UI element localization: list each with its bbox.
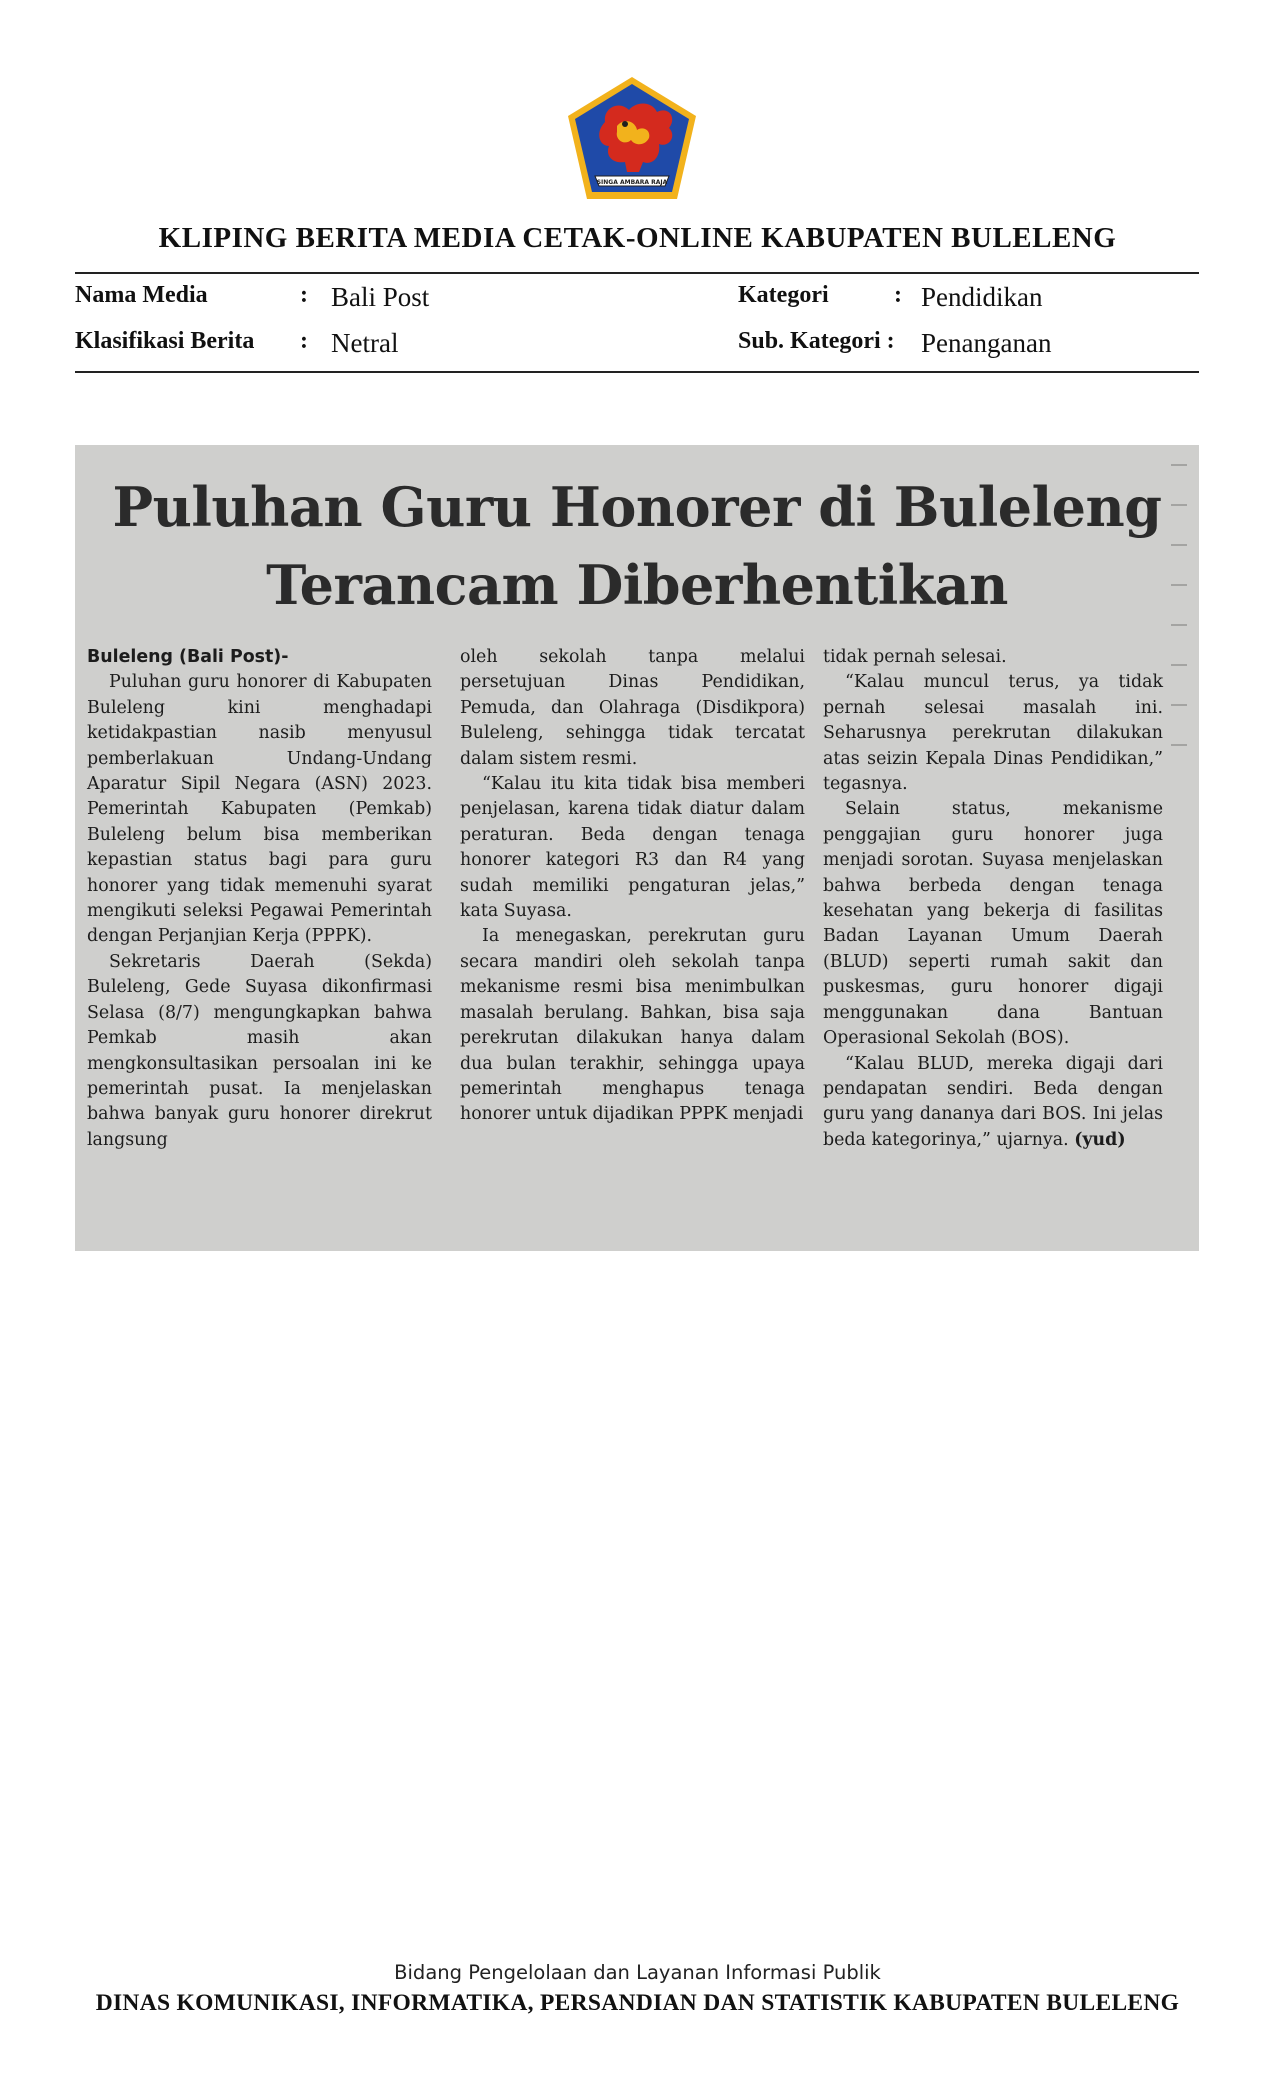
paragraph: “Kalau itu kita tidak bisa memberi penjelasan, karena tidak diatur dalam peraturan. Beda dengan tenaga honorer kategori R3 dan R4 yang sudah memiliki pengaturan jelas,” kata Suyasa. — [460, 774, 805, 922]
footer-agency: DINAS KOMUNIKASI, INFORMATIKA, PERSANDIAN DAN STATISTIK KABUPATEN BULELENG — [95, 1990, 1180, 2016]
category-colon: : — [894, 282, 902, 308]
paragraph: tidak pernah selesai. — [823, 647, 1007, 667]
category-value: Pendidikan — [921, 282, 1043, 312]
logo-caption: SINGA AMBARA RAJA — [596, 179, 668, 186]
article-column-2 — [460, 645, 805, 1128]
top-divider — [75, 272, 1199, 274]
paragraph: oleh sekolah tanpa melalui persetujuan Dinas Pendidikan, Pemuda, dan Olahraga (Disdikpora) Buleleng, sehingga tidak tercatat dalam sistem resmi. — [460, 647, 805, 769]
paragraph: “Kalau BLUD, mereka digaji dari pendapatan sendiri. Beda dengan guru yang dananya dari BOS. Ini jelas beda kategorinya,” ujarnya. — [823, 1053, 1163, 1150]
byline: (yud) — [1074, 1129, 1126, 1150]
media-name-label: Nama Media — [75, 282, 208, 308]
buleleng-emblem-logo — [565, 74, 699, 202]
paragraph: “Kalau muncul terus, ya tidak pernah selesai masalah ini. Seharusnya perekrutan dilakukan atas seizin Kepala Dinas Pendidikan,” tegasnya. — [823, 672, 1163, 795]
dateline: Buleleng (Bali Post)- — [87, 647, 289, 667]
scan-edge-marks — [1167, 445, 1193, 1251]
paragraph: Ia menegaskan, perekrutan guru secara mandiri oleh sekolah tanpa mekanisme resmi bisa menimbulkan masalah berulang. Bahkan, bisa saja perekrutan dilakukan hanya dalam dua bulan terakhir, sehingga upaya pemerintah menghapus tenaga honorer untuk dijadikan PPPK menjadi — [460, 926, 805, 1125]
subcategory-value: Penanganan — [921, 328, 1052, 358]
headline-line-2: Terancam Diberhentikan — [266, 553, 1008, 617]
footer-division: Bidang Pengelolaan dan Layanan Informasi Publik — [394, 1961, 881, 1984]
category-label: Kategori — [738, 282, 829, 308]
meta-divider — [75, 371, 1199, 373]
newspaper-clipping — [75, 445, 1199, 1251]
headline-line-1: Puluhan Guru Honorer di Buleleng — [112, 475, 1162, 539]
paragraph: Puluhan guru honorer di Kabupaten Buleleng kini menghadapi ketidakpastian nasib menyusul pemberlakuan Undang-Undang Aparatur Sipil Negara (ASN) 2023. Pemerintah Kabupaten (Pemkab) Buleleng belum bisa memberikan kepastian status bagi para guru honorer yang tidak memenuhi syarat mengikuti seleksi Pegawai Pemerintah dengan Perjanjian Kerja (PPPK). — [87, 672, 432, 947]
classification-colon: : — [300, 328, 308, 354]
classification-label: Klasifikasi Berita — [75, 328, 255, 354]
classification-value: Netral — [331, 328, 399, 358]
subcategory-label: Sub. Kategori : — [738, 328, 895, 354]
media-name-colon: : — [300, 282, 308, 308]
paragraph: Selain status, mekanisme penggajian guru honorer juga menjadi sorotan. Suyasa menjelaskan bahwa berbeda dengan tenaga kesehatan yang bekerja di fasilitas Badan Layanan Umum Daerah (BLUD) seperti rumah sakit dan puskesmas, guru honorer digaji menggunakan dana Bantuan Operasional Sekolah (BOS). — [823, 799, 1163, 1049]
paragraph: Sekretaris Daerah (Sekda) Buleleng, Gede Suyasa dikonfirmasi Selasa (8/7) mengungkapkan bahwa Pemkab masih akan mengkonsultasikan persoalan ini ke pemerintah pusat. Ia menjelaskan bahwa banyak guru honorer direkrut langsung — [87, 951, 432, 1150]
article-column-3 — [823, 645, 1163, 1153]
page-title: KLIPING BERITA MEDIA CETAK-ONLINE KABUPATEN BULELENG — [158, 222, 1117, 254]
article-column-1 — [87, 645, 432, 1153]
media-name-value: Bali Post — [331, 282, 430, 312]
